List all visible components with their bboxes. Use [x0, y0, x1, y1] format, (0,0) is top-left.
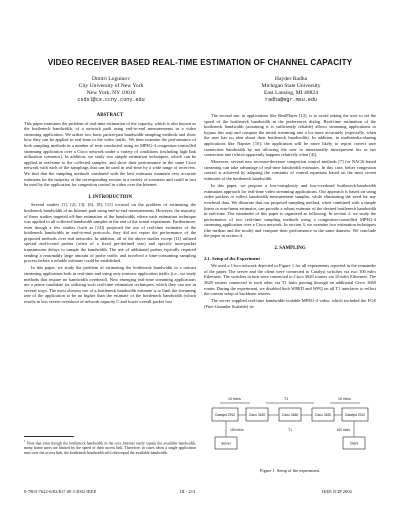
link-label: 100 mb/s: [230, 428, 244, 432]
left-column: [24, 113, 196, 306]
figure-caption: Figure 1. Setup of the experiment.: [259, 468, 321, 473]
footer-conference: IEEE ICIP 2002: [322, 489, 352, 494]
author-name: Hayder Radha: [274, 76, 308, 82]
endpoint-label: Client: [349, 441, 359, 446]
body-paragraph: The second use, in applications like RealPlayer [13], is to avoid asking the user to set the speed of the bottleneck bandwidth in the preferences dialog. Real-time estimation of the bottleneck bandwidth (assuming it is sufficiently reliable) allows streaming applications to bypass this step and compute the initial streaming rate a lot more accurately (especially, when the user has no idea about their bottleneck bandwidth). In addition, in multimedia-sharing applications like Napster [10], the application will be more likely to report correct user connection bandwidth by not allowing the user to intentionally misrepresent his or her connection rate (which apparently happens relatively often [4]).: [204, 113, 376, 158]
node-label: Cisco 3620: [248, 413, 266, 417]
link-label: 100 mb/s: [336, 428, 350, 432]
abstract-heading: ABSTRACT: [96, 113, 124, 118]
author-name: Dmitri Loguinov: [91, 76, 131, 82]
author-affiliation: Michigan State University: [261, 83, 321, 89]
body-paragraph: In this paper, we propose a low-complexity and low-overhead bottleneck-bandwidth estimation approach for real-time video streaming applications. Our approach is based on using video packets to collect bandwidth measurement samples, while eliminating the need for any overhead data. We illustrate that our proposed sampling method, when combined with a simple linear or non-linear estimator, can provide a robust estimate of the desired bottleneck bandwidth in real-time. The remainder of this paper is organized as following. In section 2, we study the performance of two real-time sampling methods using a congestion-controlled MPEG-4 streaming application over a Cisco network. In section 3, we examine two estimation techniques (the median and the mode) and compare their performance in the same datasets. We conclude the paper in section 4.: [204, 183, 376, 239]
endpoint-label: Server: [221, 441, 231, 446]
link-label: T1: [284, 397, 289, 401]
node-label: Catalyst 2912: [214, 413, 236, 417]
footer-copyright: 0-7803-7622-6/02/$17.00 ©2002 IEEE: [24, 489, 97, 494]
footnote-text: Note that even though the bottleneck bandwidth in the core Internet rarely equals the available bandwidth, many home users are limited by the speed of their access link. Therefore, in cases when a single application runs over the access link, the bottleneck bandwidth will often equal the available bandwidth.: [24, 441, 196, 456]
intro-paragraph: In this paper, we study the problem of estimating the bottleneck bandwidth in a unicast streaming application both in real-time and using only intrinsic application traffic (i.e., we study methods that require no bandwidth overhead). New emerging real-time streaming applications are a prime candidate for utilizing such real-time estimation techniques, which they can use in several ways. The most obvious use of a bottleneck bandwidth estimate is to limit the streaming rate of the application to be no higher than the estimate of the bottleneck bandwidth (which results in less severe overshoot of network capacity C and lower overall packet loss: [24, 265, 196, 304]
author-block-1: [36, 76, 186, 104]
abstract-text: This paper examines the problem of real-time estimation of the capacity, which is also known as the bottleneck bandwidth, of a network path using end-to-end measurements in a video streaming application. We utilize two basic packet-pair bandwidth-sampling methods and show how they can be applied in real-time to the video traffic. We then examine the performance of both sampling methods in a number of tests conducted using an MPEG-4 congestion-controlled streaming application over a Cisco network under a variety of conditions (including high link utilization scenarios). In addition, we study two simple estimation techniques, which can be applied in real-time to the collected samples, and show their performance in the same Cisco network with each of the samplings that can be used in real-time by a wide range of receivers. We find that the sampling methods combined with the best estimator maintain very accurate estimates for the majority of the corresponding session in a variety of scenarios and could in fact be used by the application for congestion control in video over the Internet.: [24, 120, 196, 188]
body-paragraph: We used a Cisco network depicted in Figure 1 for all experiments reported in the remainder of the paper. The server and the client were connected to Catalyst switches via two 100 mb/s Ethernets. The switches in turn were connected to Cisco 3620 routers via 10 mb/s Ethernets. The 3620 routers connected to each other via T1 links passing through an additional Cisco 3660 router. During the experiment, we disabled both WRED and WFQ on all T1 interfaces to reflect the current setup of backbone routers.: [204, 263, 376, 297]
author-location: East Lansing, MI 48824: [263, 90, 319, 96]
author-affiliation: City University of New York: [78, 83, 144, 89]
node-label: Catalyst 2912: [344, 413, 366, 417]
intro-heading: 1. INTRODUCTION: [87, 194, 133, 200]
link-label: 10 mb/s: [228, 397, 241, 401]
link-label: T1: [288, 428, 292, 432]
link-label: 10 mb/s: [338, 397, 351, 401]
author-email: radha@egr.msu.edu: [265, 97, 317, 103]
right-column: [204, 113, 376, 311]
body-paragraph: Moreover, several new increase-decrease congestion control methods [7] (or NACK-based streaming can take advantage of real-time bandwidth estimates. In this case, better congestion control is achieved by adapting the constants of control equations based on the most recent estimates of the bottleneck bandwidth.: [204, 159, 376, 182]
network-setup-figure: [206, 395, 374, 455]
author-block-2: [216, 76, 366, 104]
footer-page-number: III - 213: [180, 489, 196, 494]
node-label: Cisco 3660: [281, 413, 299, 417]
setup-subheading: 2.1. Setup of the Experiment: [204, 255, 260, 261]
node-label: Cisco 3620: [314, 413, 332, 417]
sampling-heading: 2. SAMPLING: [274, 246, 306, 252]
author-location: New York, NY 10016: [86, 90, 136, 96]
intro-paragraph: Several studies [1], [2], [3], [6], [8], [11] focused on the problem of estimating the bottleneck bandwidth of an Internet path using end-to-end measurements. However, the majority of these studies targeted off-line estimation of the bandwidth, where each estimation technique was applied to all collected bandwidth samples at the end of the actual experiment. Furthermore, even though a few studies (such as [14]) proposed the use of real-time estimates of the bottleneck bandwidth in end-to-end protocols, they did not report the performance of the proposed methods over real networks. In addition, all of the above studies except [11] utilized special end-to-end probes (often of a fixed pre-defined size) and specific inter-packet transmission delays to sample the bandwidth. The use of additional probes typically required sending a reasonably large amount of probe traffic and involved a time-consuming sampling process before a reliable estimate could be established.: [24, 202, 196, 264]
body-paragraph: The server supplied real-time bandwidth-scalable MPEG-4 video, which included the FGS (Fine-Granular Scalable) in-: [204, 298, 376, 309]
footnote: $^1$ Note that even though the bottleneck bandwidth in the core Internet rarely equals the available bandwidth, many home users are limited by the speed of their access link. Therefore, in cases when a single application runs over the access link, the bottleneck bandwidth will often equal the available bandwidth.: [24, 439, 196, 456]
paper-title: VIDEO RECEIVER BASED REAL-TIME ESTIMATION OF CHANNEL CAPACITY: [47, 58, 353, 67]
footnote-rule: [24, 436, 74, 437]
author-email: csdsl@cs.ccny.cuny.edu: [77, 97, 145, 103]
